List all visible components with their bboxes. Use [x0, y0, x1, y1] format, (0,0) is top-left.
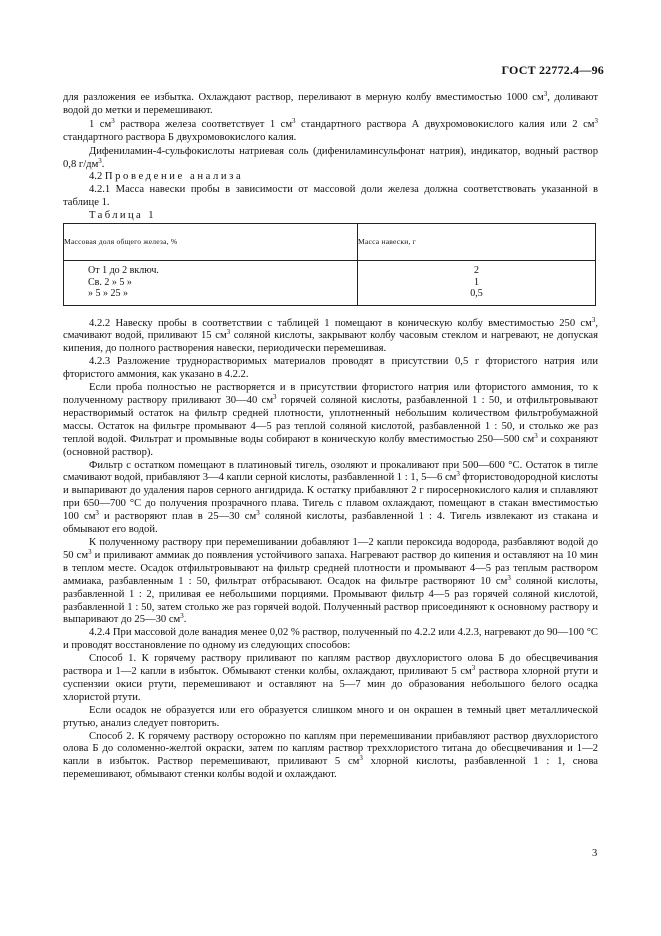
superscript: 3 — [471, 664, 476, 673]
paragraph: 4.2.1 Масса навески пробы в зависимости от массовой доли железа должна соответствовать указанной в таблице 1. — [63, 184, 598, 209]
superscript: 3 — [98, 156, 102, 165]
table-cell: 0,5 — [470, 288, 483, 300]
superscript: 3 — [456, 470, 460, 479]
document-code: ГОСТ 22772.4—96 — [501, 63, 604, 77]
table-cell: Св. 2 » 5 » — [88, 276, 132, 288]
paragraph: Дифениламин-4-сульфокислоты натриевая соль (дифениламинсульфонат натрия), индикатор, водный раствор 0,8 $г/дм^3$. — [63, 145, 598, 170]
superscript: 3 — [543, 90, 548, 98]
superscript: 3 — [111, 116, 115, 125]
page-number: 3 — [592, 848, 598, 859]
paragraph: Способ 2. К горячему раствору осторожно по каплям при перемешивании прибавляют раствор двухлористого олова Б до соломенно-желтой окраски, затем по каплям раствор треххлористого титана до обесцвечивания и 1—2 капли в избыток. Раствор перемешивают, приливают 5 $см^3$ хлорной кислоты, разбавленной 1 : 1, снова перемешивают, обмывают стенки колбы водой и охлаждают. — [63, 730, 599, 781]
paragraph: 4.2.2 Навеску пробы в соответствии с таблицей 1 помещают в коническую колбу вместимостью 250 $см^3$, смачивают водой, приливают 15 $см^3$ соляной кислоты, закрывают колбу часовым стеклом и нагревают, не допуская кипения, до полного растворения навески, периодически перемешивая. — [63, 315, 599, 355]
superscript: 3 — [594, 116, 599, 125]
table-1 — [63, 223, 596, 306]
paragraph: Если осадок не образуется или его образуется слишком много и он окрашен в темный цвет металлической ртутью, анализ следует повторить. — [63, 704, 598, 729]
superscript: 3 — [180, 612, 184, 621]
table-header-cell: Массовая доля общего железа, % — [64, 224, 358, 261]
superscript: 3 — [88, 547, 92, 556]
table-caption: Таблица 1 — [89, 210, 156, 222]
paragraph: для разложения ее избытка. Охлаждают раствор, переливают в мерную колбу вместимостью 1000 $см^3$, доливают водой до метки и перемешивают. — [63, 90, 598, 116]
table-cell: 2 — [474, 265, 479, 277]
table-cell: » 5 » 25 » — [88, 288, 128, 300]
table-header-cell: Масса навески, г — [358, 224, 596, 261]
section-heading: 4.2 Проведение анализа — [89, 171, 244, 183]
table-cell: От 1 до 2 включ. — [88, 265, 159, 277]
superscript: 3 — [534, 431, 538, 440]
superscript: 3 — [226, 328, 231, 337]
paragraph: 4.2.4 При массовой доле ванадия менее 0,02 % раствор, полученный по 4.2.2 или 4.2.3, нагревают до 90—100 °С и проводят восстановление по одному из следующих способов: — [63, 627, 598, 652]
paragraph: Способ 1. К горячему раствору приливают по каплям раствор двухлористого олова Б до обесцвечивания раствора и 1—2 капли в избыток. Обмывают стенки колбы, охлаждают, приливают 5 $см^3$ раствора хлорной ртути и суспензии окиси ртути, перемешивают и оставляют на 5—7 мин до образования небольшого белого осадка хлористой ртути. — [63, 653, 599, 703]
paragraph: Если проба полностью не растворяется и в присутствии фтористого натрия или фтористого аммония, то к полученному раствору приливают 30—40 $см^3$ горячей соляной кислоты, разбавленной 1 : 50, и отфильтровывают нерастворимый остаток на фильтр средней плотности, уплотненный небольшим количеством фильтробумажной массы. Остаток на фильтре промывают 4—5 раз теплой соляной кислотой, разбавленной 1 : 50, и столько же раз теплой водой. Фильтрат и промывные воды собирают в коническую колбу вместимостью 250—500 $см^3$ и сохраняют (основной раствор). — [63, 382, 598, 458]
document-body — [63, 92, 598, 782]
superscript: 3 — [292, 116, 296, 125]
superscript: 3 — [273, 393, 277, 401]
superscript: 3 — [507, 573, 511, 582]
superscript: 3 — [95, 509, 99, 518]
paragraph: 1 $см^3$ раствора железа соответствует 1 $см^3$ стандартного раствора А двухромовокислого калия или 2 $см^3$ стандартного раствора Б двухромовокислого калия. — [63, 116, 599, 143]
paragraph: К полученному раствору при перемешивании добавляют 1—2 капли пероксида водорода, разбавляют водой до 50 $см^3$ и приливают аммиак до появления устойчивого запаха. Нагревают раствор до кипения и оставляют на 10 мин в теплом месте. Осадок отфильтровывают на фильтр средней плотности и промывают 4—5 раз теплым раствором аммиака, разбавленным 1 : 50, фильтрат отбрасывают. Осадок на фильтре растворяют 10 $см^3$ соляной кислоты, разбавленной 1 : 2, приливая ее небольшими порциями. Промывают фильтр 4—5 раз горячей соляной кислотой, разбавленной 1 : 50, затем столько же раз горячей водой. Полученный раствор присоединяют к основному раствору и выпаривают до 25—30 $см^3$. — [63, 536, 599, 626]
superscript: 3 — [256, 509, 260, 518]
superscript: 3 — [591, 315, 596, 324]
table-row — [64, 261, 596, 306]
table-cell: 1 — [474, 276, 479, 288]
superscript: 3 — [359, 754, 363, 763]
paragraph: Фильтр с остатком помещают в платиновый тигель, озоляют и прокаливают при 500—600 °С. Остаток в тигле смачивают водой, прибавляют 3—4 капли серной кислоты, разбавленной 1 : 1, 5—6 $см^3$ фтористоводородной кислоты и выпаривают до удаления паров серного ангидрида. К остатку прибавляют 2 г пиросернокислого калия и сплавляют при 650—700 °С до получения прозрачного плава. Тигель с плавом охлаждают, помещают в стакан вместимостью 100 $см^3$ и растворяют плав в 25—30 $см^3$ соляной кислоты, разбавленной 1 : 4. Тигель извлекают из стакана и обмывают его водой. — [63, 459, 598, 536]
paragraph: 4.2.3 Разложение труднорастворимых материалов проводят в присутствии 0,5 г фтористого натрия или фтористого аммония, как указано в 4.2.2. — [63, 356, 598, 381]
